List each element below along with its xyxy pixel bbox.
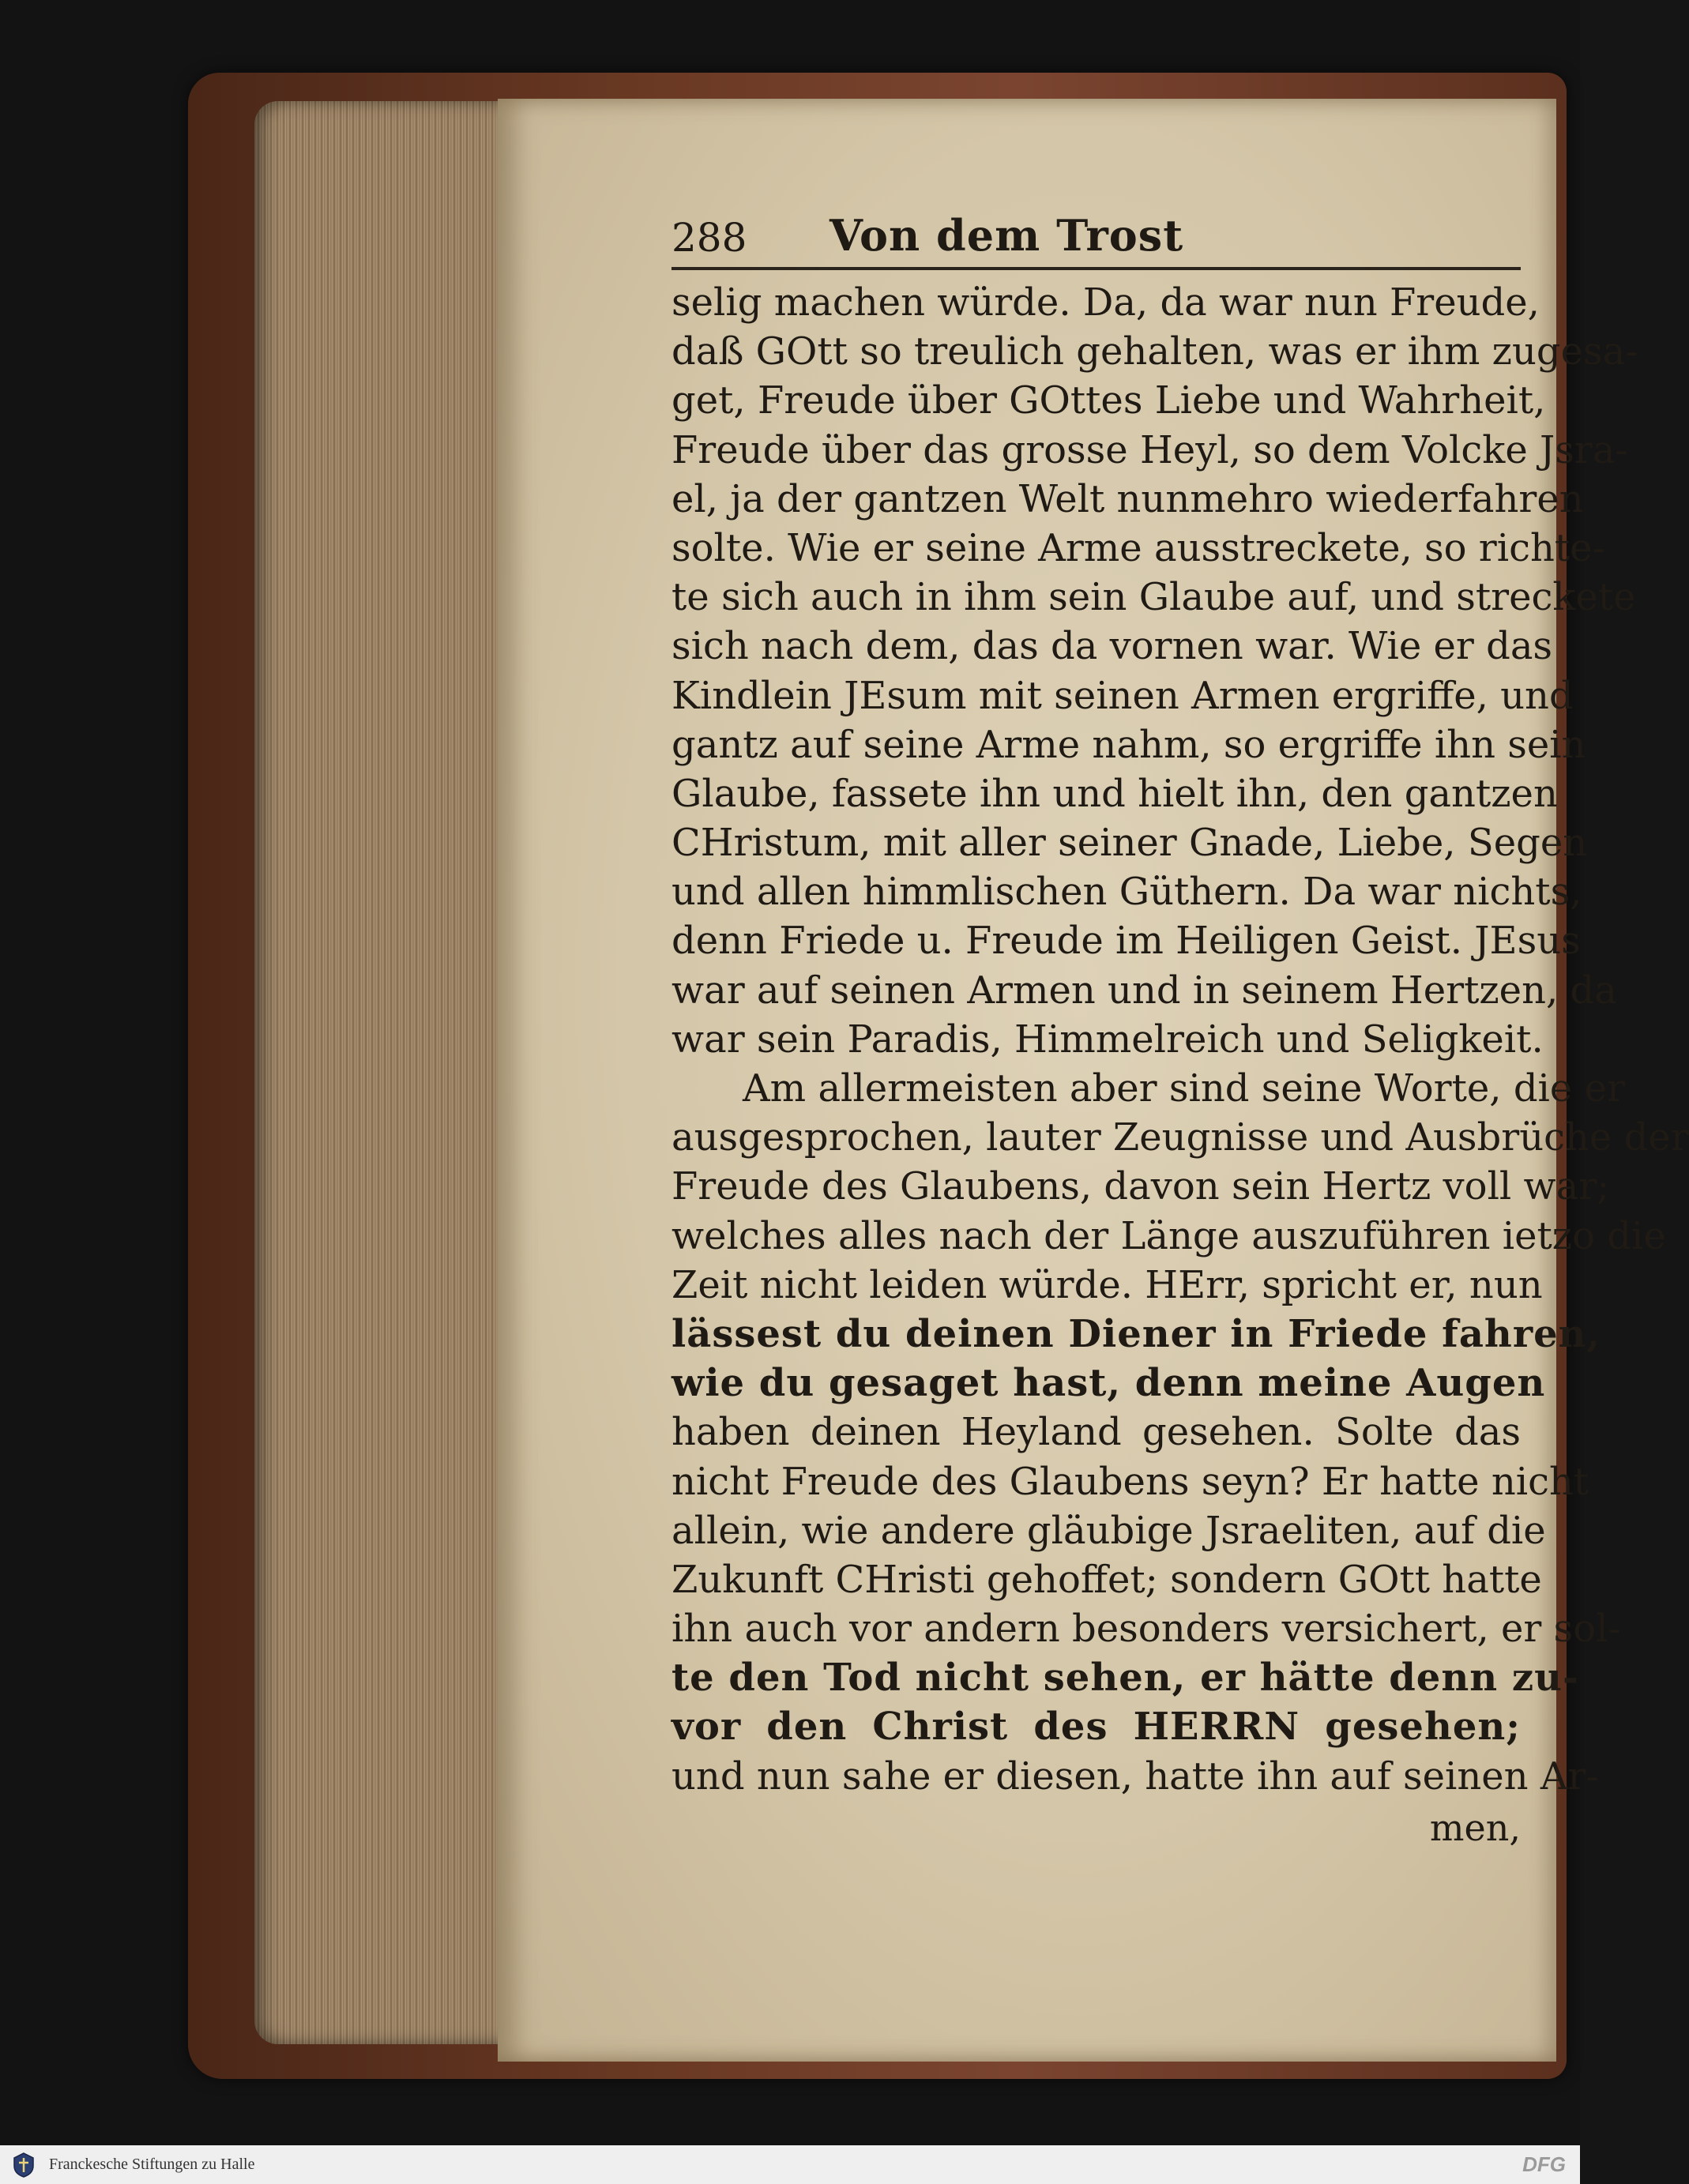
text-line: Zukunft CHristi gehoffet; sondern GOtt hatte <box>671 1557 1542 1602</box>
text-line: war sein Paradis, Himmelreich und Seligkeit. <box>671 1017 1544 1062</box>
quotation-line: lässest du deinen Diener in Friede fahren, <box>671 1311 1601 1356</box>
quotation-line: vor den Christ des HERRN gesehen; <box>671 1705 1521 1750</box>
running-title: Von dem Trost <box>829 210 1184 261</box>
body-text <box>671 278 1689 1801</box>
institution-name: Franckesche Stiftungen zu Halle <box>49 2156 255 2173</box>
text-line: el, ja der gantzen Welt nunmehro wiederfahren <box>671 476 1584 521</box>
text-line: ausgesprochen, lauter Zeugnisse und Ausbrüche der <box>671 1115 1689 1160</box>
text-line: get, Freude über GOttes Liebe und Wahrheit, <box>671 378 1546 423</box>
text-line: allein, wie andere gläubige Jsraeliten, auf die <box>671 1508 1546 1553</box>
text-line: solte. Wie er seine Arme ausstreckete, so richte- <box>671 525 1605 570</box>
text-line: und nun sahe er diesen, hatte ihn auf seinen Ar- <box>671 1754 1599 1799</box>
text-line: haben deinen Heyland gesehen. Solte das <box>671 1410 1521 1455</box>
text-line: gantz auf seine Arme nahm, so ergriffe ihn sein <box>671 722 1586 767</box>
text-line: CHristum, mit aller seiner Gnade, Liebe, Segen <box>671 821 1588 866</box>
text-line: ihn auch vor andern besonders versichert, er sol- <box>671 1607 1621 1652</box>
quotation-line: wie du gesaget hast, denn meine Augen <box>671 1361 1546 1406</box>
page-header <box>671 205 1521 270</box>
text-line: Am allermeisten aber sind seine Worte, die er <box>743 1066 1625 1111</box>
text-line: te sich auch in ihm sein Glaube auf, und streckete <box>671 575 1636 620</box>
page-number: 288 <box>671 215 747 261</box>
text-line: Glaube, fassete ihn und hielt ihn, den gantzen <box>671 771 1558 816</box>
text-line: war auf seinen Armen und in seinem Hertzen, da <box>671 968 1617 1013</box>
dfg-logo: DFG <box>1522 2152 1566 2176</box>
viewer-footer <box>0 2145 1580 2184</box>
text-line: daß GOtt so treulich gehalten, was er ihm zugesa- <box>671 329 1638 374</box>
text-line: Freude des Glaubens, davon sein Hertz voll war; <box>671 1164 1610 1209</box>
text-line: nicht Freude des Glaubens seyn? Er hatte nicht <box>671 1459 1589 1504</box>
text-line: sich nach dem, das da vornen war. Wie er das <box>671 624 1553 669</box>
page-edges <box>254 101 539 2044</box>
text-line: Freude über das grosse Heyl, so dem Volcke Jsra- <box>671 427 1628 472</box>
page-text-block <box>671 205 1689 1851</box>
text-line: Zeit nicht leiden würde. HErr, spricht er, nun <box>671 1262 1543 1307</box>
text-line: denn Friede u. Freude im Heiligen Geist. JEsus <box>671 919 1581 964</box>
quotation-line: te den Tod nicht sehen, er hätte denn zu- <box>671 1656 1579 1701</box>
text-line: selig machen würde. Da, da war nun Freude, <box>671 280 1540 325</box>
catchword: men, <box>1429 1806 1521 1849</box>
text-line: Kindlein JEsum mit seinen Armen ergriffe, und <box>671 673 1574 718</box>
crest-icon <box>9 2151 38 2179</box>
text-line: welches alles nach der Länge auszuführen ietzo die <box>671 1213 1666 1258</box>
text-line: und allen himmlischen Güthern. Da war nichts, <box>671 870 1582 915</box>
